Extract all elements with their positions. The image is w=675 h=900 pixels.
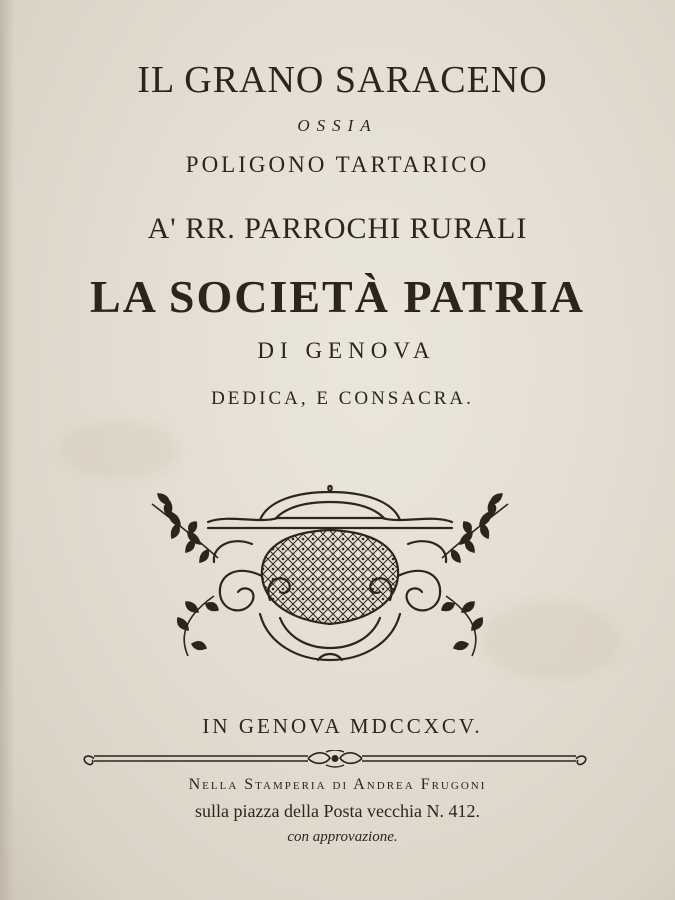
dedicatee-line: A' RR. PARROCHI RURALI (147, 212, 528, 245)
title-connective: OSSIA (297, 116, 378, 135)
decorative-rule-icon (80, 750, 590, 768)
printer-ornament-icon (148, 484, 512, 666)
imprint-printer: Nella Stamperia di Andrea Frugoni (188, 776, 487, 793)
imprint-approval: con approvazione. (287, 829, 398, 845)
society-city: DI GENOVA (257, 338, 436, 363)
imprint-address: sulla piazza della Posta vecchia N. 412. (195, 801, 480, 821)
paper-stain (60, 420, 180, 480)
book-subtitle: POLIGONO TARTARICO (185, 152, 490, 177)
society-name: LA SOCIETÀ PATRIA (90, 271, 585, 322)
imprint-place-year: IN GENOVA MDCCXCV. (202, 714, 483, 738)
book-title: IL GRANO SARACENO (137, 59, 548, 101)
dedication-verb: DEDICA, E CONSACRA. (211, 388, 474, 409)
